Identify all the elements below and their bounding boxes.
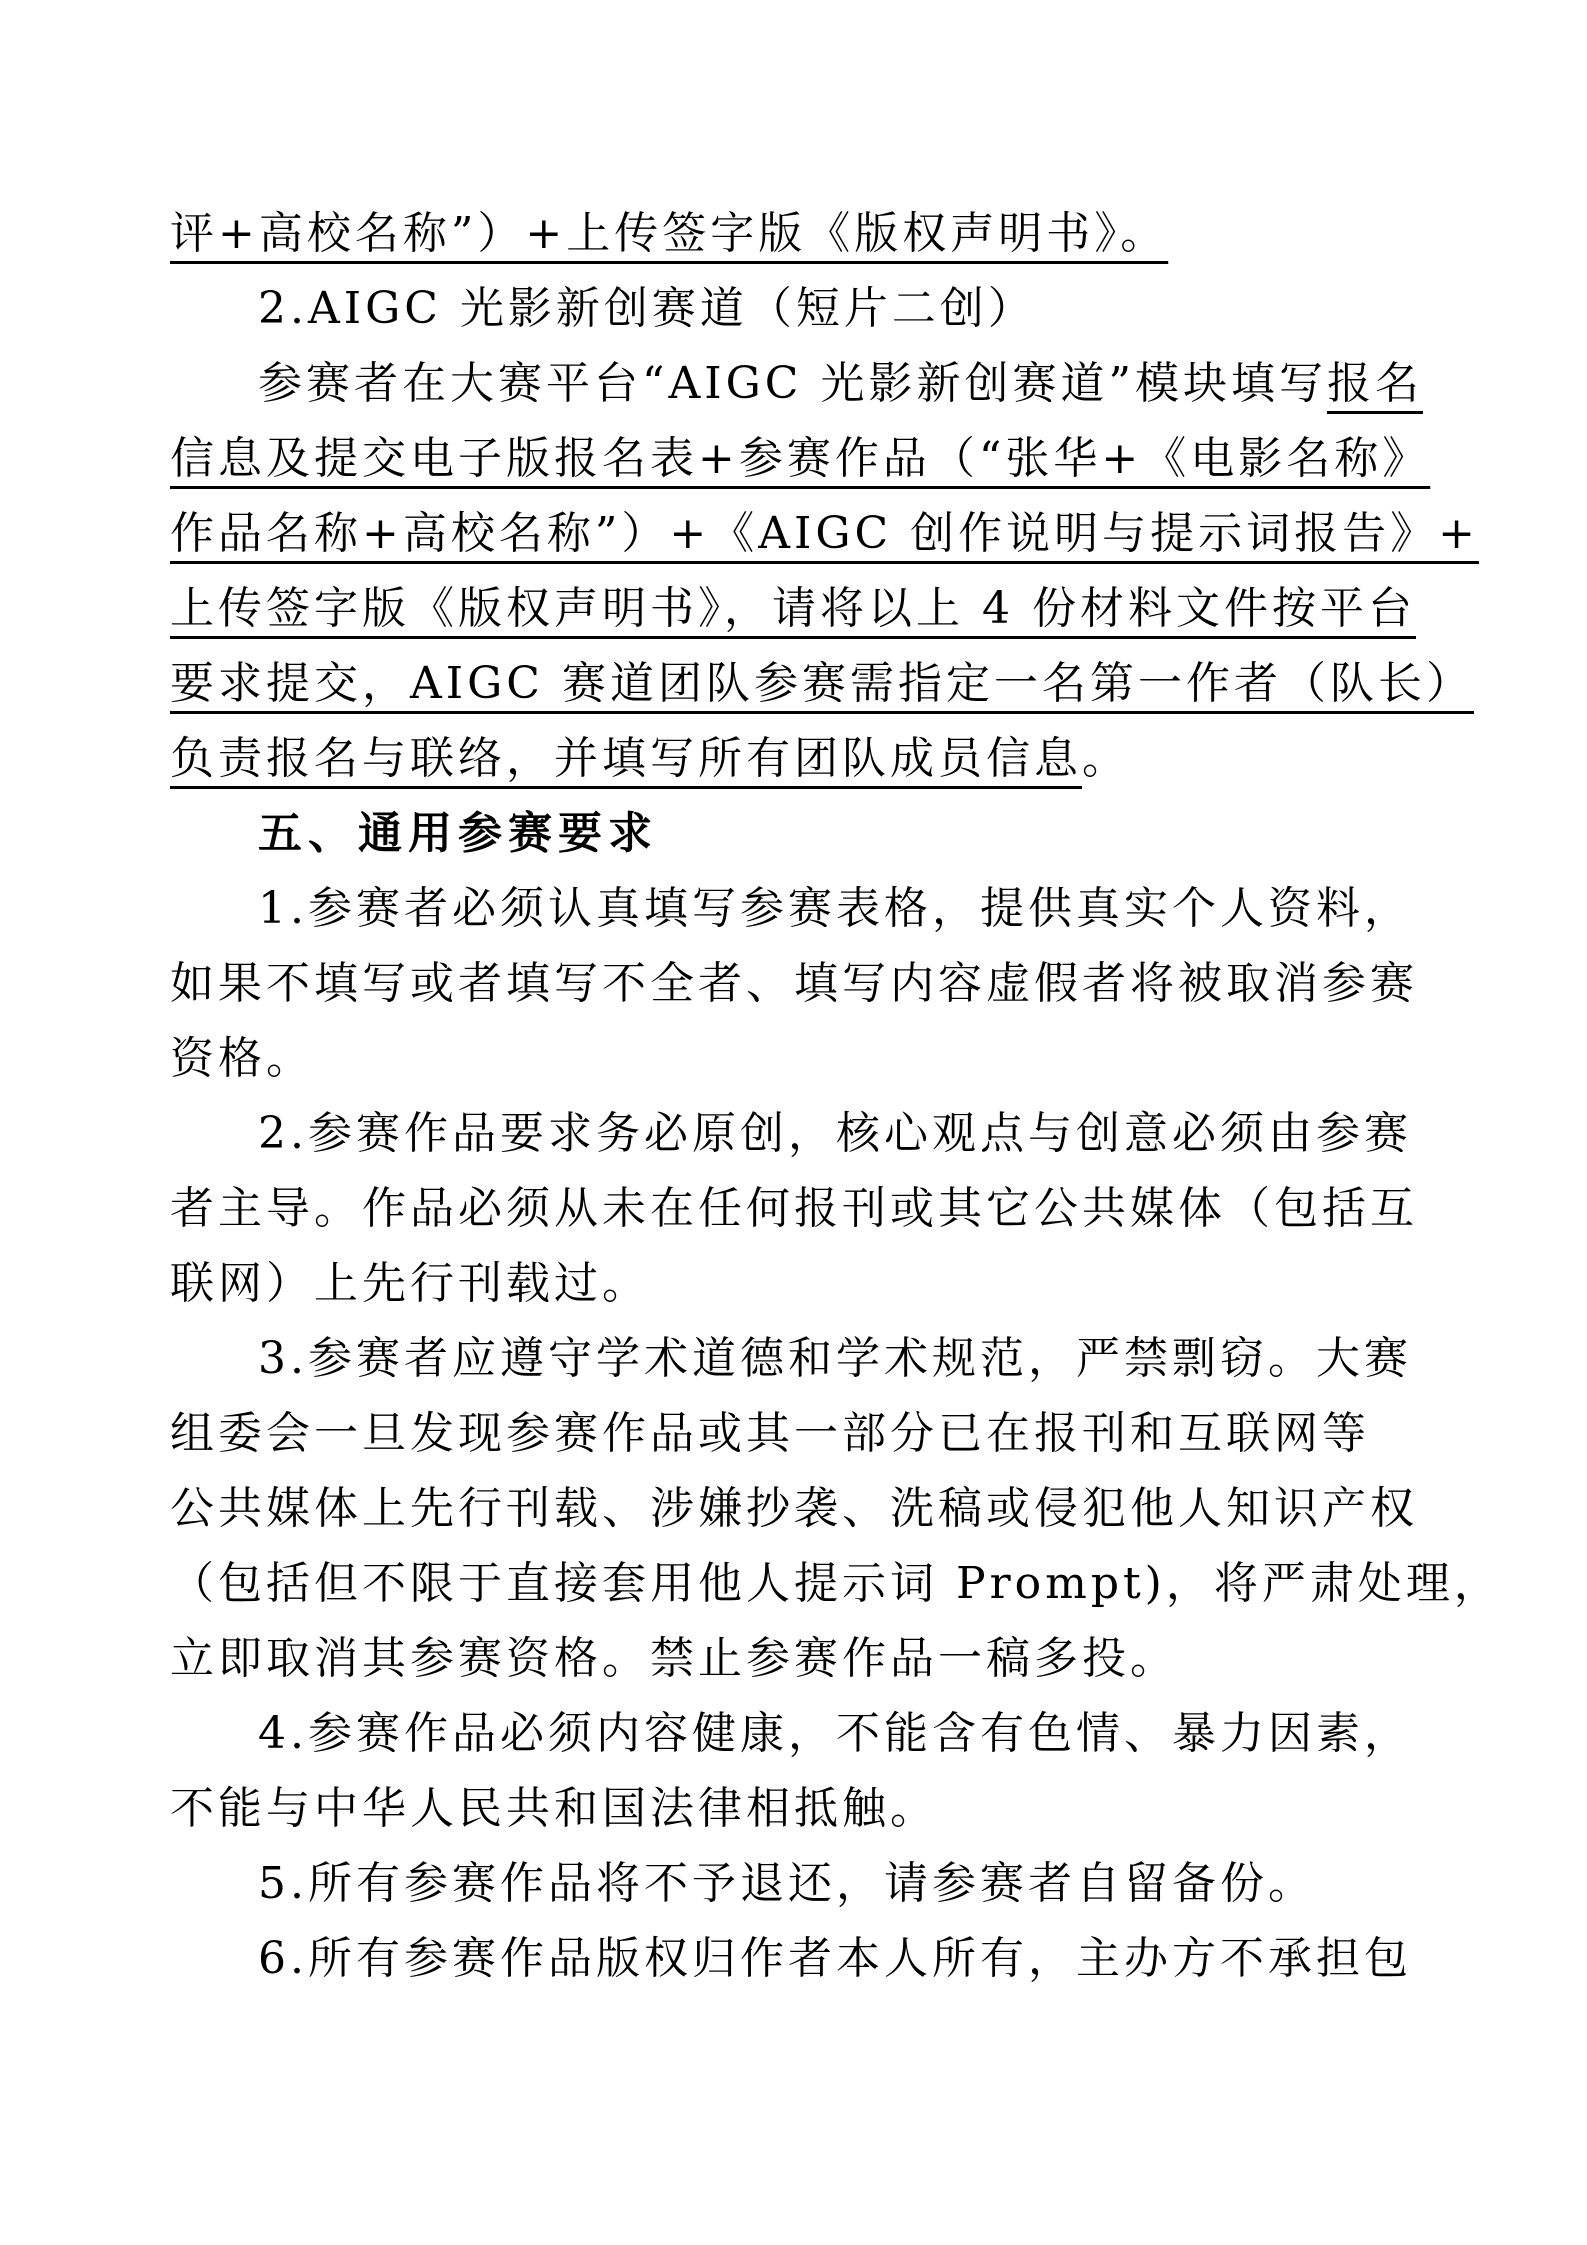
text-segment: 组委会一旦发现参赛作品或其一部分已在报刊和互联网等 [170,1408,1370,1459]
underlined-text: 报名 [1326,358,1423,409]
document-line [170,496,1480,571]
text-segment: 2.AIGC 光影新创赛道（短片二创） [258,283,1036,334]
text-segment: 不能与中华人民共和国法律相抵触。 [170,1783,938,1834]
document-line [170,1096,1430,1171]
document-line [170,1621,1430,1696]
document-line [170,1246,1430,1321]
document-line [170,1546,1502,1621]
text-segment: 2.参赛作品要求务必原创，核心观点与创意必须由参赛 [258,1108,1412,1159]
document-line [170,1171,1430,1246]
text-segment: 者主导。作品必须从未在任何报刊或其它公共媒体（包括互 [170,1183,1418,1234]
document-line [170,1396,1430,1471]
text-segment: 1.参赛者必须认真填写参赛表格，提供真实个人资料， [258,883,1412,934]
document-line [170,721,1430,796]
underlined-text: 要求提交，AIGC 赛道团队参赛需指定一名第一作者（队长） [170,658,1474,709]
document-line [170,871,1430,946]
document-line [170,571,1430,646]
document-line [170,646,1474,721]
text-segment: 。 [1082,733,1130,784]
document-line [170,1846,1430,1921]
document-line [170,196,1430,271]
document-line [170,346,1430,421]
underlined-text: 信息及提交电子版报名表+参赛作品（“张华+《电影名称》 [170,433,1431,484]
text-segment: （包括但不限于直接套用他人提示词 Prompt)，将严肃处理， [170,1558,1502,1609]
underlined-text: 作品名称+高校名称”）+《AIGC 创作说明与提示词报告》+ [170,508,1480,559]
underlined-text: 负责报名与联络，并填写所有团队成员信息 [170,733,1082,784]
text-segment: 联网）上先行刊载过。 [170,1258,650,1309]
document-line [170,1321,1430,1396]
text-segment: 参赛者在大赛平台“AIGC 光影新创赛道”模块填写 [258,358,1327,409]
text-segment: 5.所有参赛作品将不予退还，请参赛者自留备份。 [258,1858,1316,1909]
document-line [170,1471,1430,1546]
text-segment: 立即取消其参赛资格。禁止参赛作品一稿多投。 [170,1633,1178,1684]
text-segment: 资格。 [170,1033,314,1084]
document-line [170,946,1430,1021]
document-line [170,271,1430,346]
document-line [170,1771,1430,1846]
text-segment: 五、通用参赛要求 [258,808,658,859]
text-segment: 4.参赛作品必须内容健康，不能含有色情、暴力因素， [258,1708,1412,1759]
text-segment: 如果不填写或者填写不全者、填写内容虚假者将被取消参赛 [170,958,1418,1009]
document-line [170,1021,1430,1096]
text-segment: 6.所有参赛作品版权归作者本人所有，主办方不承担包 [258,1933,1412,1984]
underlined-text: 上传签字版《版权声明书》，请将以上 4 份材料文件按平台 [170,583,1416,634]
document-lines [170,196,1502,1996]
text-segment: 3.参赛者应遵守学术道德和学术规范，严禁剽窃。大赛 [258,1333,1412,1384]
document-line [170,1696,1430,1771]
text-segment: 公共媒体上先行刊载、涉嫌抄袭、洗稿或侵犯他人知识产权 [170,1483,1418,1534]
underlined-text: 评+高校名称”）+上传签字版《版权声明书》。 [170,208,1169,259]
document-line [170,1921,1430,1996]
document-line [170,421,1430,496]
section-heading [170,796,1430,871]
